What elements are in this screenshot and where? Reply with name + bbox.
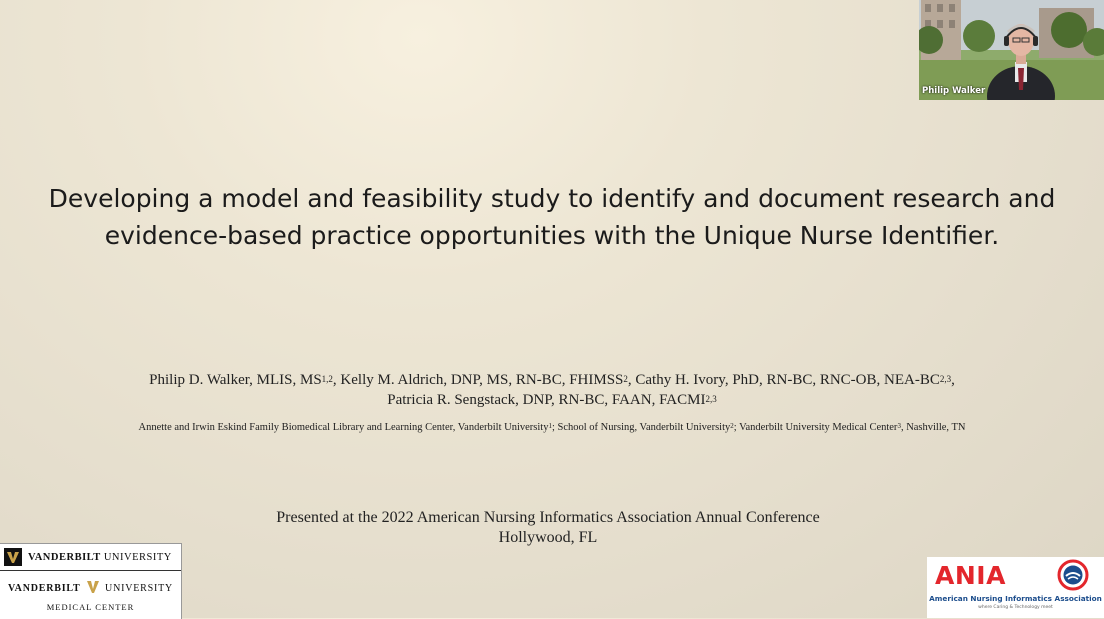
author-1: Philip D. Walker, MLIS, MS <box>149 372 322 388</box>
affiliation-3-mark: 3 <box>897 422 901 430</box>
author-3-tail: , <box>951 372 955 388</box>
vanderbilt-logos <box>0 543 182 619</box>
ania-wordmark: ANIA <box>935 561 1006 590</box>
presented-at <box>200 508 896 548</box>
vumc-v-icon <box>86 580 100 597</box>
author-2: , Kelly M. Aldrich, DNP, MS, RN-BC, FHIMSS <box>332 372 624 388</box>
vu-light-text: UNIVERSITY <box>100 551 172 563</box>
ania-full-name: American Nursing Informatics Association <box>929 594 1102 603</box>
affiliations <box>20 422 1084 433</box>
author-list <box>60 370 1044 410</box>
vu-bold-text: VANDERBILT <box>28 551 101 563</box>
affiliation-1: Annette and Irwin Eskind Family Biomedical Library and Learning Center, Vanderbilt University <box>138 422 549 433</box>
affiliation-2: ; School of Nursing, Vanderbilt University <box>551 422 731 433</box>
slide-title <box>40 180 1064 254</box>
author-2-affil: 2 <box>623 374 628 384</box>
author-1-affil: 1,2 <box>321 374 333 384</box>
vanderbilt-university-logo <box>0 544 181 571</box>
author-4: Patricia R. Sengstack, DNP, RN-BC, FAAN, FACMI <box>387 392 706 408</box>
vumc-subtitle: MEDICAL CENTER <box>46 602 135 612</box>
title-line-1: Developing a model and feasibility study to identify and document research and <box>48 184 1056 213</box>
author-4-affil: 2,3 <box>705 394 717 404</box>
ania-logo <box>927 557 1104 618</box>
presented-conference: Presented at the 2022 American Nursing Informatics Association Annual Conference <box>276 509 820 526</box>
participant-video-feed <box>919 0 1104 100</box>
author-3: , Cathy H. Ivory, PhD, RN-BC, RNC-OB, NEA-BC <box>627 372 940 388</box>
affiliation-2-mark: 2 <box>730 422 734 430</box>
vumc-left-text: VANDERBILT <box>7 582 81 594</box>
affiliation-location: , Nashville, TN <box>900 422 966 433</box>
participant-video-tile[interactable] <box>919 0 1104 100</box>
ania-tagline: where Caring & Technology meet <box>978 605 1053 610</box>
participant-name-label: Philip Walker <box>922 86 986 96</box>
affiliation-3: ; Vanderbilt University Medical Center <box>733 422 898 433</box>
vumc-right-text: UNIVERSITY <box>105 582 174 594</box>
title-line-2: evidence-based practice opportunities with the Unique Nurse Identifier. <box>104 221 1000 250</box>
author-3-affil: 2,3 <box>939 374 952 384</box>
ania-globe-icon <box>1057 559 1089 596</box>
affiliation-1-mark: 1 <box>548 422 552 430</box>
presented-location: Hollywood, FL <box>498 529 598 546</box>
vanderbilt-v-icon <box>4 548 22 566</box>
vumc-logo <box>0 580 181 597</box>
